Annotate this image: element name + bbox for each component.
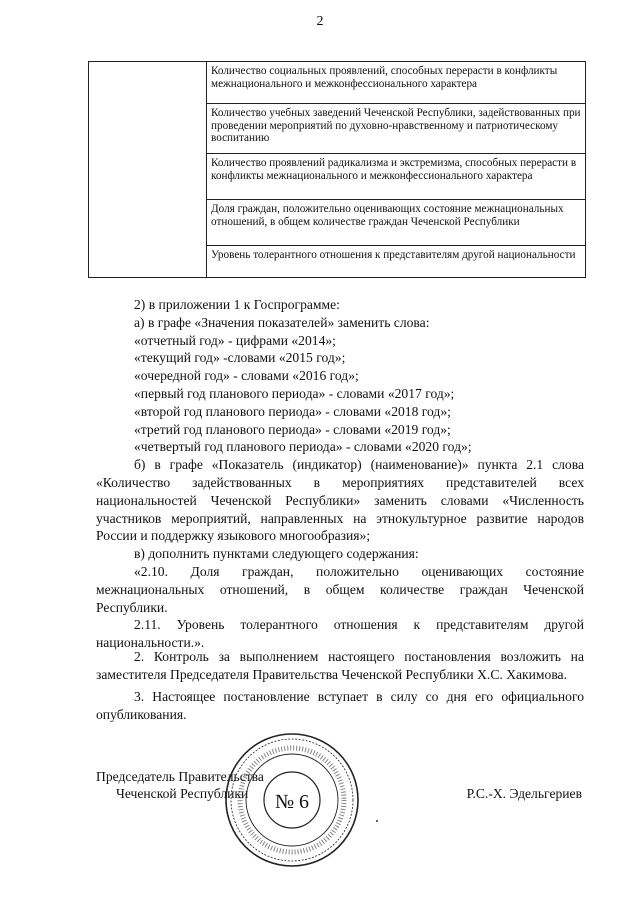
effective-clause [96,688,584,724]
paragraph: в) дополнить пунктами следующего содержания: [134,546,419,562]
table-cell: Количество социальных проявлений, способных перерасти в конфликты межнационального и межконфессионального характера [207,62,586,104]
table-cell: Доля граждан, положительно оценивающих состояние межнациональных отношений, в общем количестве граждан Чеченской Республики [207,200,586,246]
paragraph: 3. Настоящее постановление вступает в силу со дня его официального опубликования. [96,689,584,722]
paragraph: 2) в приложении 1 к Госпрограмме: [134,297,340,312]
table-cell: Количество проявлений радикализма и экстремизма, способных перерасти в конфликты межнационального и межконфессионального характера [207,154,586,200]
table-cell-empty [89,62,207,278]
signatory-title-line: Чеченской Республики [116,786,249,801]
stray-mark [376,820,378,822]
seal-number: № 6 [274,791,310,813]
page-number: 2 [316,14,324,29]
paragraph: «отчетный год» - цифрами «2014»; [134,332,336,348]
paragraph: «первый год планового периода» - словами «2017 год»; [134,385,455,401]
paragraph: «второй год планового периода» - словами «2018 год»; [134,403,451,419]
paragraph: «третий год планового периода» - словами «2019 год»; [134,421,451,437]
table-row [89,62,586,104]
table-cell: Уровень толерантного отношения к представителям другой национальности [207,246,586,278]
indicators-table [88,61,586,278]
signatory-title-line: Председатель Правительства [96,769,264,784]
official-seal-icon [222,730,362,870]
paragraph: «четвертый год планового периода» - словами «2020 год»; [134,439,472,455]
control-clause [96,648,584,684]
amendments-block [96,296,584,652]
paragraph: б) в графе «Показатель (индикатор) (наименование)» пункта 2.1 слова «Количество задействованных в мероприятиях представителей всех национальностей Чеченской Республики» заменить словами «Численность участников мероприятий, направленных на этнокультурное развитие народов России и поддержку языкового многообразия»; [96,457,584,544]
paragraph: 2. Контроль за выполнением настоящего постановления возложить на заместителя Председателя Правительства Чеченской Республики Х.С. Хакимова. [96,649,584,682]
paragraph: 2.11. Уровень толерантного отношения к представителям другой национальности.». [96,617,584,651]
signatory-name: Р.С.-Х. Эдельгериев [466,786,582,801]
table-cell: Количество учебных заведений Чеченской Республики, задействованных при проведении мероприятий по духовно-нравственному и патриотическому воспитанию [207,104,586,154]
paragraph: «текущий год» -словами «2015 год»; [134,350,346,366]
paragraph: «2.10. Доля граждан, положительно оценивающих состояние межнациональных отношений, в общем количестве граждан Чеченской Республики. [96,563,584,615]
paragraph: а) в графе «Значения показателей» заменить слова: [134,314,430,330]
paragraph: «очередной год» - словами «2016 год»; [134,368,359,384]
